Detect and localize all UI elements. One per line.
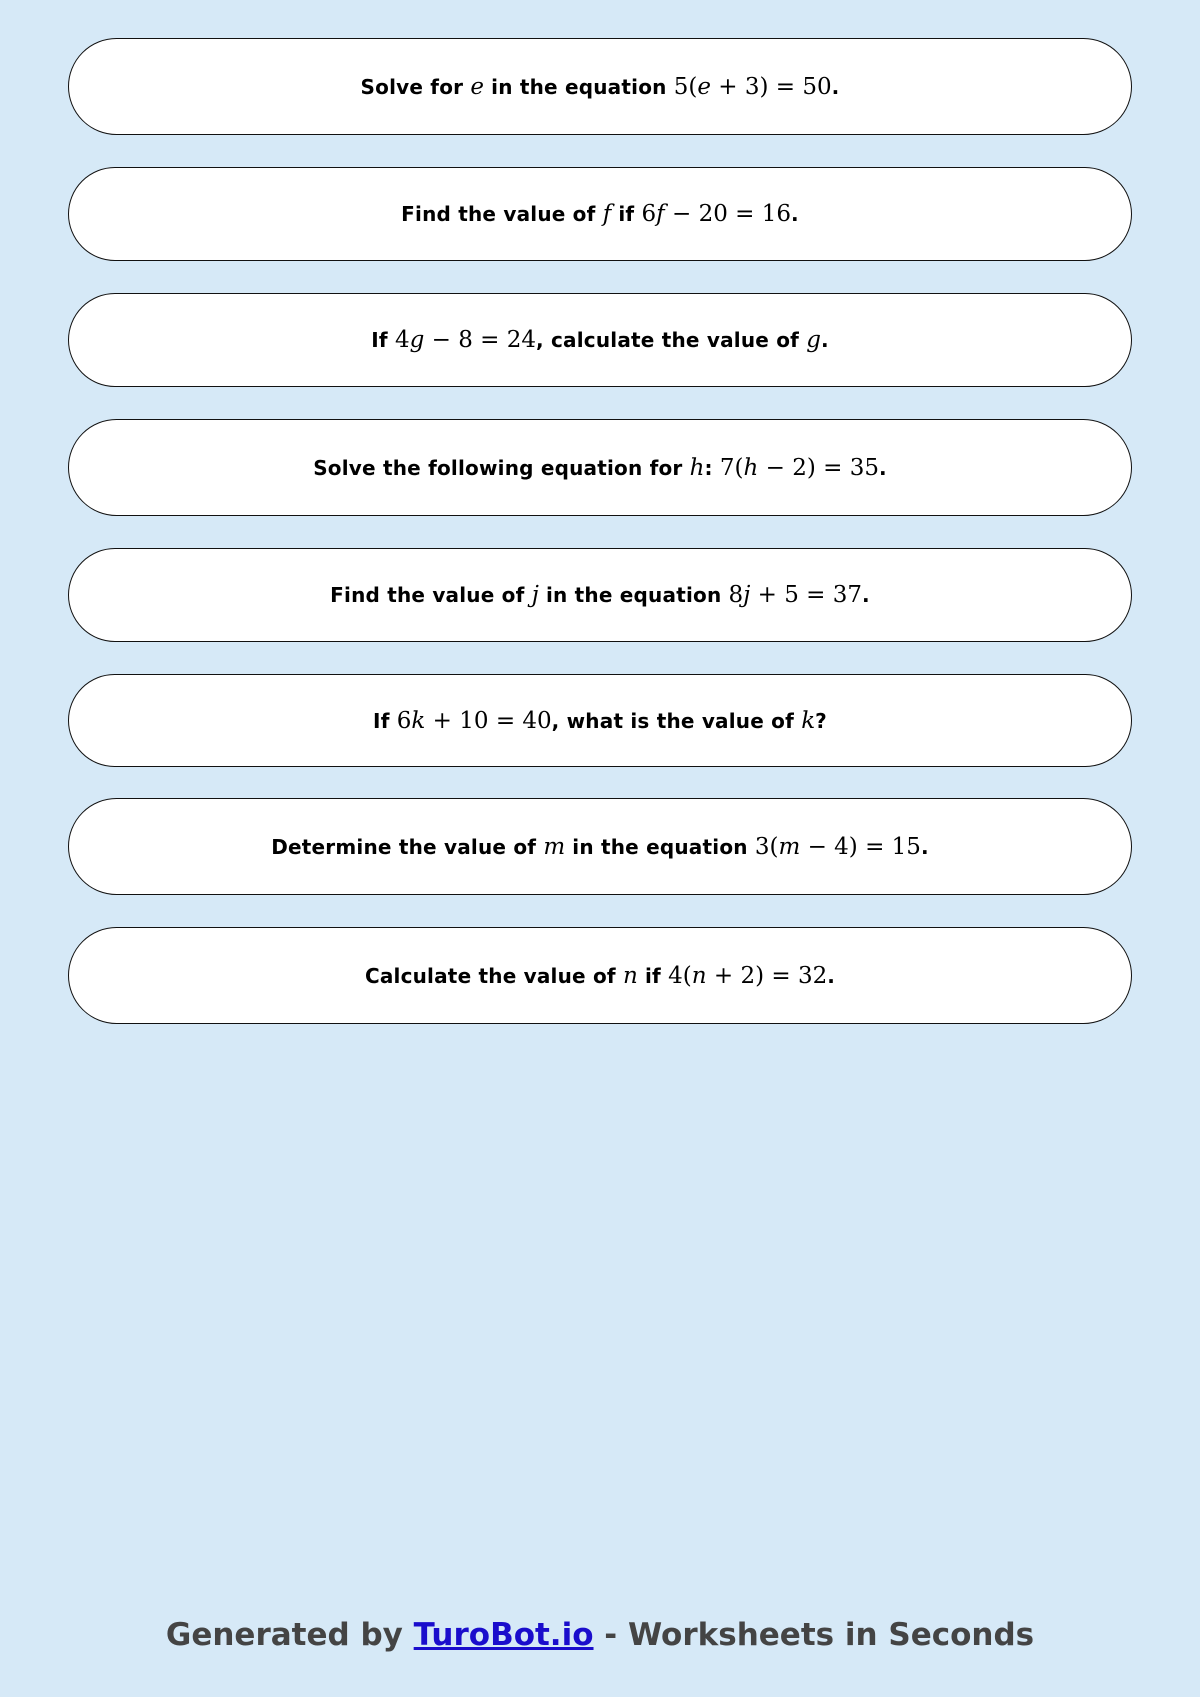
question-text-segment: . [862, 583, 870, 607]
question-text-segment: If [371, 328, 395, 352]
question-text-segment: Determine the value of [271, 834, 544, 859]
question-text [373, 708, 827, 734]
math-expression: 7( [719, 454, 744, 481]
math-expression: − 20 = 16 [664, 201, 791, 227]
math-variable: e [470, 73, 485, 100]
footer-suffix: - Worksheets in Seconds [593, 1617, 1035, 1653]
question-text [330, 582, 870, 608]
question-text-segment: in the equation [484, 74, 674, 99]
math-expression: − 2) = 35 [758, 454, 879, 481]
math-variable: n [623, 962, 638, 989]
question-box [68, 419, 1132, 516]
question-text-segment: if [611, 202, 642, 226]
math-expression: 5( [673, 73, 698, 100]
question-text-segment: Find the value of [401, 202, 603, 226]
math-variable: e [697, 73, 711, 100]
question-text-segment: . [791, 202, 799, 226]
question-text-segment: ? [815, 708, 827, 733]
math-expression: 6 [641, 201, 657, 227]
question-text-segment: Find the value of [330, 583, 532, 607]
question-box [68, 548, 1132, 642]
math-variable: j [531, 582, 539, 608]
question-text-segment: . [831, 74, 840, 99]
question-box [68, 38, 1132, 135]
question-text [365, 963, 835, 989]
question-text-segment: . [920, 834, 929, 859]
question-text [271, 834, 929, 860]
math-variable: f [656, 201, 665, 227]
math-expression: + 2) = 32 [706, 962, 828, 989]
math-variable: m [778, 833, 801, 860]
question-text-segment: . [820, 328, 829, 352]
question-text-segment: , calculate the value of [536, 328, 807, 352]
question-text [361, 74, 840, 100]
math-expression: + 10 = 40 [425, 707, 552, 734]
question-text [371, 327, 829, 353]
question-text-segment: Solve the following equation for [313, 455, 690, 480]
math-expression: 8 [728, 582, 744, 608]
question-text-segment: : [704, 455, 720, 480]
question-box [68, 798, 1132, 895]
math-expression: 3( [754, 833, 779, 860]
question-text-segment: if [637, 963, 669, 988]
math-variable: m [543, 833, 566, 860]
math-expression: 4 [394, 327, 410, 353]
math-expression: 4( [668, 962, 692, 989]
question-box [68, 293, 1132, 387]
footer-prefix: Generated by [165, 1617, 414, 1653]
question-box [68, 167, 1132, 261]
question-text-segment: Solve for [360, 74, 471, 99]
math-variable: f [602, 201, 612, 227]
math-variable: n [691, 962, 707, 989]
math-expression: 6 [396, 707, 412, 734]
question-text-segment: If [373, 708, 397, 733]
math-expression: + 3) = 50 [710, 73, 832, 100]
question-text-segment: , what is the value of [551, 708, 802, 733]
math-variable: g [409, 327, 425, 353]
math-variable: j [743, 582, 751, 608]
math-variable: h [689, 454, 705, 481]
math-expression: − 4) = 15 [800, 833, 921, 860]
question-text-segment: . [827, 963, 836, 988]
question-box [68, 927, 1132, 1024]
question-text-segment: Calculate the value of [364, 963, 623, 988]
math-expression: + 5 = 37 [750, 582, 863, 608]
math-variable: k [801, 707, 816, 734]
footer [0, 1617, 1200, 1653]
question-text-segment: in the equation [565, 834, 755, 859]
math-variable: g [806, 327, 821, 353]
question-text [313, 455, 887, 481]
math-variable: k [411, 707, 426, 734]
question-text-segment: . [878, 455, 887, 480]
math-expression: − 8 = 24 [424, 327, 537, 353]
turobot-link[interactable]: TuroBot.io [413, 1617, 594, 1653]
math-variable: h [743, 454, 759, 481]
question-text [401, 201, 799, 227]
question-text-segment: in the equation [538, 583, 729, 607]
question-box [68, 674, 1132, 767]
